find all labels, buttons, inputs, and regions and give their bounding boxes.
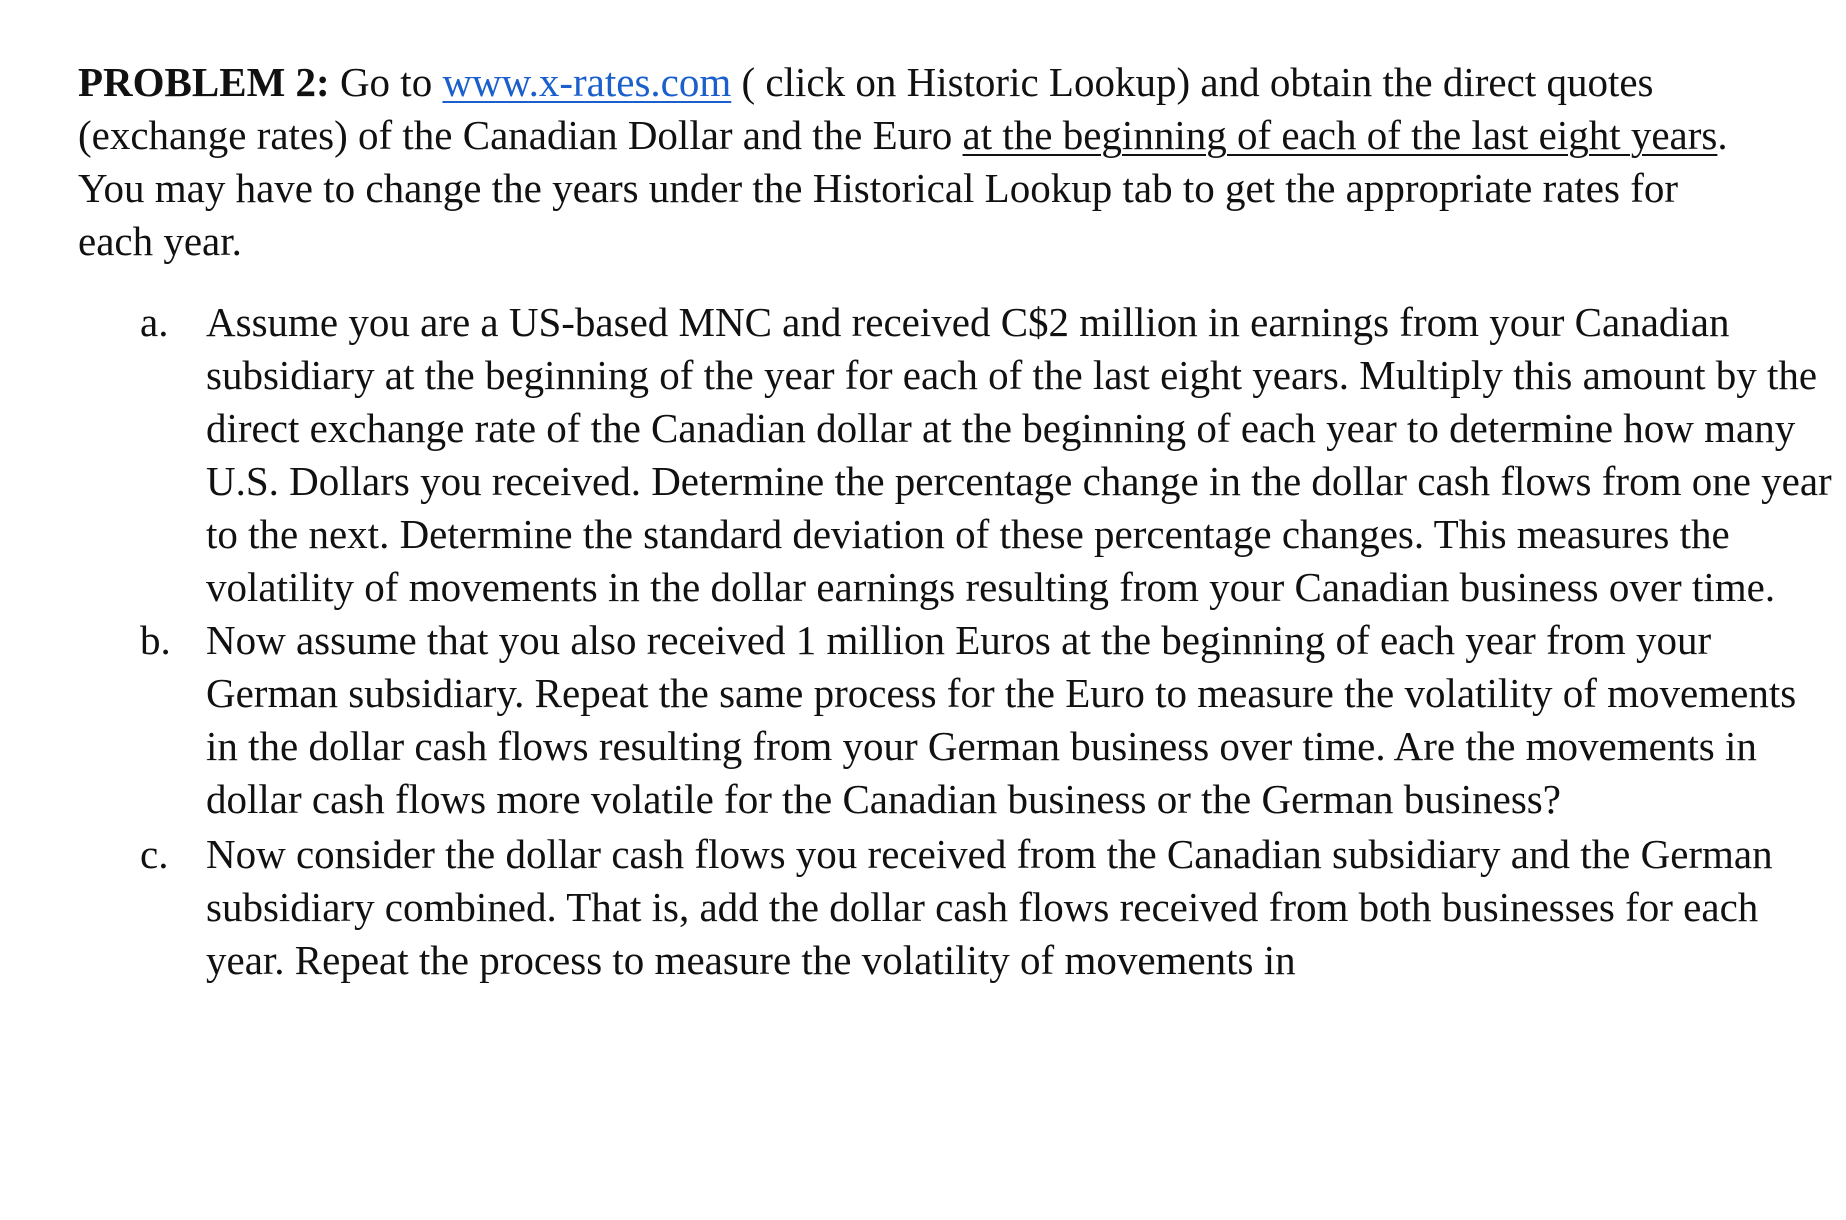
list-marker-c: c. [140, 831, 169, 877]
list-text-b: Now assume that you also received 1 million Euros at the beginning of each year from your German subsidiary. Repeat the same process for the Euro to measure the volatility of movements in the dollar cash flows resulting from your German business over time. Are the movements in dollar cash flows more volatile for the Canadian business or the German business? [206, 617, 1797, 822]
intro-text-3: . You may have to change the years under the Historical Lookup tab to get the appropriate rates for each year. [78, 112, 1728, 264]
intro-text-1: Go to [329, 59, 443, 105]
question-list [78, 296, 1832, 987]
intro-text-2: ( click on Historic Lookup) and obtain the direct quotes (exchange rates) of the Canadian Dollar and the Euro [78, 59, 1654, 158]
list-item-a [78, 296, 1836, 614]
list-item-b [78, 614, 1836, 826]
list-marker-b: b. [140, 617, 171, 663]
problem-label: PROBLEM 2: [78, 59, 330, 105]
underlined-phrase: at the beginning of each of the last eight years [962, 112, 1718, 158]
problem-intro [78, 56, 1738, 268]
list-text-a: Assume you are a US-based MNC and received C$2 million in earnings from your Canadian subsidiary at the beginning of the year for each of the last eight years. Multiply this amount by the direct exchange rate of the Canadian dollar at the beginning of each year to determine how many U.S. Dollars you received. Determine the percentage change in the dollar cash flows from one year to the next. Determine the standard deviation of these percentage changes. This measures the volatility of movements in the dollar earnings resulting from your Canadian business over time. [206, 299, 1832, 610]
list-text-c: Now consider the dollar cash flows you received from the Canadian subsidiary and the German subsidiary combined. That is, add the dollar cash flows received from both businesses for each year. Repeat the process to measure the volatility of movements in [206, 831, 1773, 983]
list-marker-a: a. [140, 299, 169, 345]
list-item-c [78, 828, 1836, 987]
document-body [78, 56, 1832, 987]
x-rates-link[interactable]: www.x-rates.com [442, 59, 732, 105]
